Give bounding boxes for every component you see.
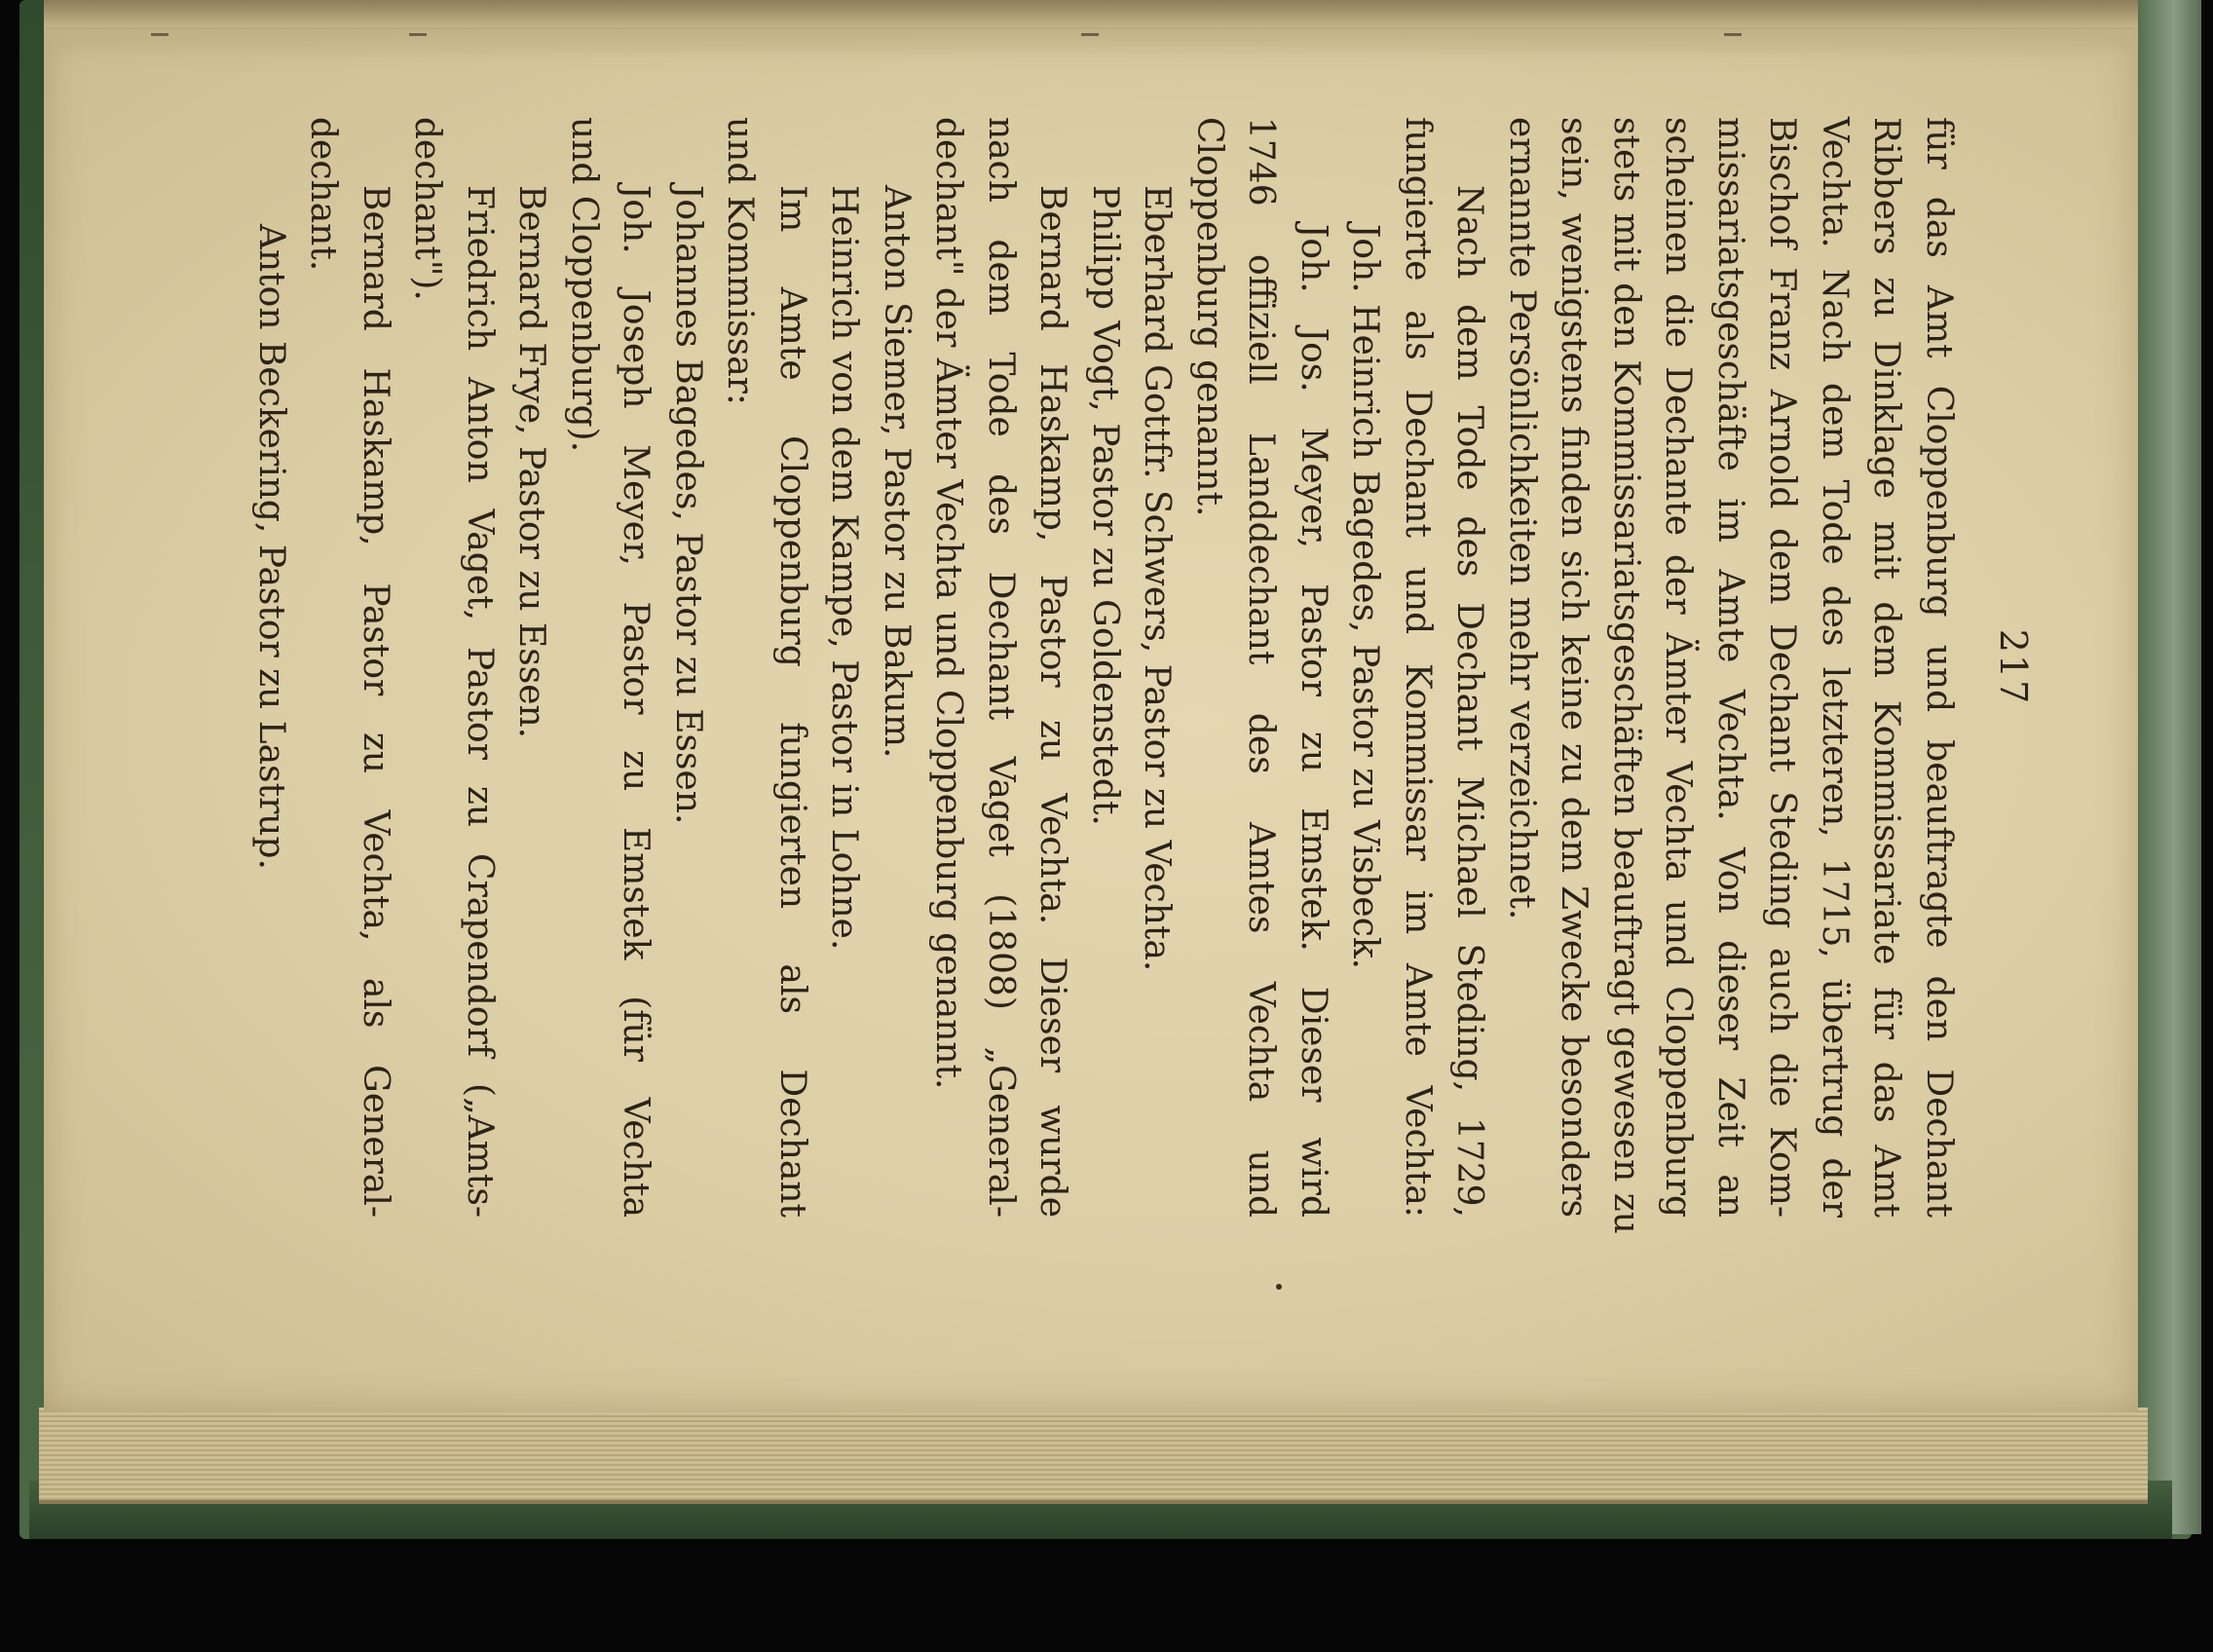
text-line: missariatsgeschäfte im Amte Vechta. Von dieser Zeit an: [1710, 117, 1750, 1218]
page-gutter: [44, 0, 2138, 58]
text-line: Heinrich von dem Kampe, Pastor in Lohne.: [824, 185, 865, 951]
text-line: Bischof Franz Arnold dem Dechant Steding auch die Kom-: [1762, 117, 1803, 1218]
text-line: Bernard Haskamp, Pastor zu Vechta, als General-: [356, 185, 395, 1218]
text-lines: [245, 117, 1966, 1234]
text-line: stets mit den Kommissariatsgeschäften beauftragt gewesen zu: [1606, 117, 1646, 1234]
text-line: dechant").: [407, 117, 448, 301]
text-line: Philipp Vogt, Pastor zu Goldenstedt.: [1085, 185, 1125, 826]
text-line: Anton Beckering, Pastor zu Lastrup.: [251, 224, 291, 870]
text-line: nach dem Tode des Dechant Vaget (1808) „General-: [981, 117, 1021, 1218]
binding-stitch: [1724, 33, 1742, 46]
text-line: Bernard Haskamp, Pastor zu Vechta. Dieser wurde: [1032, 185, 1073, 1218]
text-line: scheinen die Dechante der Ämter Vechta und Cloppenburg: [1658, 117, 1699, 1218]
text-line: Vechta. Nach dem Tode des letzteren, 1715, übertrug der: [1815, 117, 1855, 1218]
text-line: Joh. Heinrich Bagedes, Pastor zu Visbeck.: [1345, 224, 1386, 970]
page-edges: [39, 1408, 2148, 1504]
page-number: 217: [1992, 628, 2035, 706]
text-line: für das Amt Cloppenburg und beauftragte den Dechant: [1919, 117, 1959, 1218]
text-line: dechant.: [303, 117, 344, 272]
print-speck: [1276, 1284, 1282, 1290]
text-line: sein, wenigstens finden sich keine zu dem Zwecke besonders: [1554, 117, 1594, 1218]
text-line: und Kommissar:: [720, 117, 761, 405]
text-line: Eberhard Gottfr. Schwers, Pastor zu Vechta.: [1137, 185, 1178, 972]
text-line: Bernard Frye, Pastor zu Essen.: [511, 185, 552, 739]
text-line: 1746 offiziell Landdechant des Amtes Vechta und: [1241, 117, 1282, 1218]
binding-stitch: [1081, 33, 1099, 46]
text-line: Joh. Jos. Meyer, Pastor zu Emstek. Dieser wird: [1294, 224, 1333, 1218]
text-line: Anton Siemer, Pastor zu Bakum.: [877, 185, 917, 759]
text-line: Cloppenburg genannt.: [1189, 117, 1229, 517]
binding-stitch: [409, 33, 427, 46]
text-line: ernannte Persönlichkeiten mehr verzeichnet.: [1502, 117, 1542, 920]
text-line: Joh. Joseph Meyer, Pastor zu Emstek (für Vechta: [616, 185, 656, 1218]
book-cover-edge: [2133, 0, 2201, 1534]
text-line: Ribbers zu Dinklage mit dem Kommissariate für das Amt: [1866, 117, 1907, 1218]
text-line: und Cloppenburg).: [564, 117, 604, 453]
text-line: fungierte als Dechant und Kommissar im Amte Vechta:: [1398, 117, 1438, 1218]
page-text: [251, 117, 2041, 1234]
text-line: Im Amte Cloppenburg fungierten als Dechant: [772, 185, 812, 1218]
text-line: Friedrich Anton Vaget, Pastor zu Crapendorf („Amts-: [460, 185, 500, 1218]
text-line: dechant" der Ämter Vechta und Cloppenburg genannt.: [928, 117, 969, 1090]
text-line: Nach dem Tode des Dechant Michael Steding, 1729,: [1449, 185, 1490, 1218]
binding-stitch: [151, 33, 169, 46]
text-line: Johannes Bagedes, Pastor zu Essen.: [668, 185, 708, 825]
